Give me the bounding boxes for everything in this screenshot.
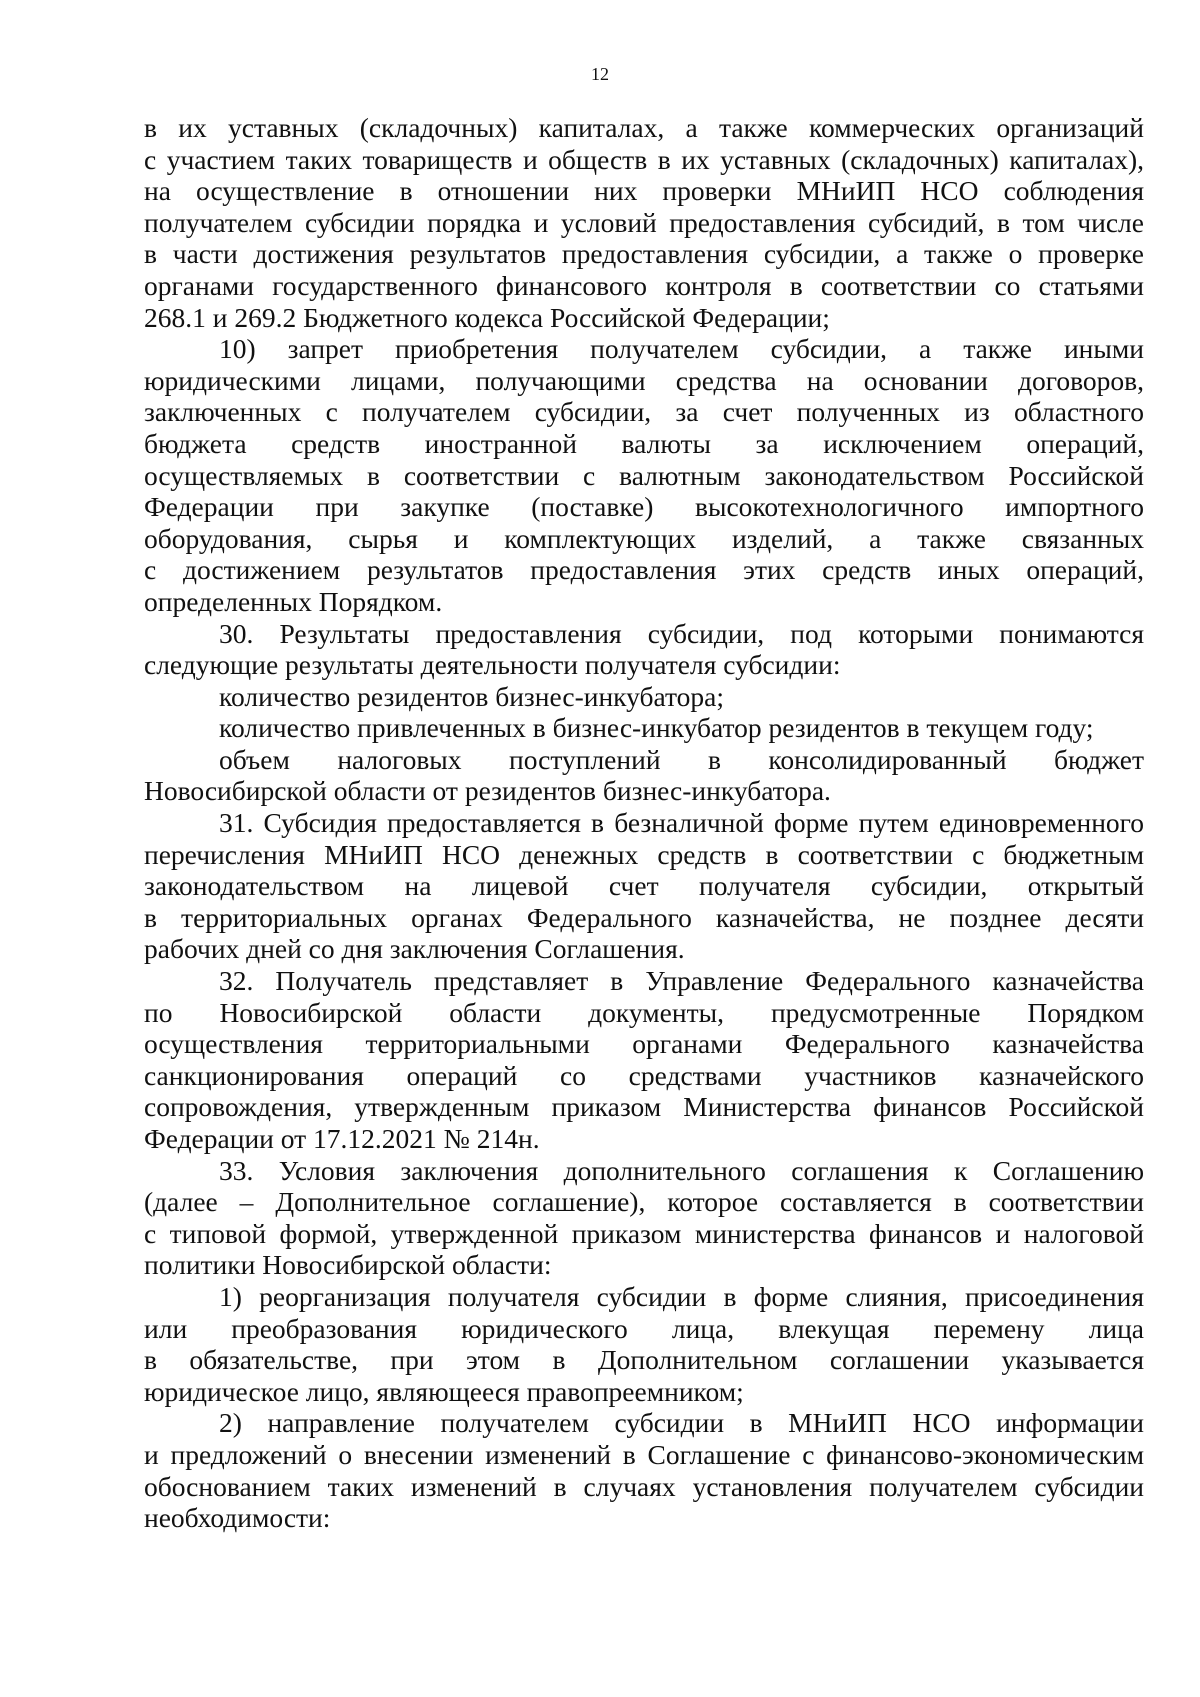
text-line: бюджета средств иностранной валюты за исключением операций, — [144, 427, 1144, 459]
text-line: или преобразования юридического лица, влекущая перемену лица — [144, 1312, 1144, 1344]
text-line: оборудования, сырья и комплектующих изделий, а также связанных — [144, 522, 1144, 554]
text-line: по Новосибирской области документы, предусмотренные Порядком — [144, 996, 1144, 1028]
text-line: Федерации от 17.12.2021 № 214н. — [144, 1123, 540, 1154]
text-line: 32. Получатель представляет в Управление Федерального казначейства — [219, 965, 1144, 997]
text-line: с типовой формой, утвержденной приказом министерства финансов и налоговой — [144, 1217, 1144, 1249]
text-line: в территориальных органах Федерального казначейства, не позднее десяти — [144, 901, 1144, 933]
text-line: 268.1 и 269.2 Бюджетного кодекса Российской Федерации; — [144, 301, 830, 333]
text-line: количество привлеченных в бизнес-инкубатор резидентов в текущем году; — [219, 712, 1094, 744]
text-line: рабочих дней со дня заключения Соглашения. — [144, 933, 685, 965]
text-line: 1) реорганизация получателя субсидии в форме слияния, присоединения — [219, 1280, 1144, 1312]
text-line: законодательством на лицевой счет получателя субсидии, открытый — [144, 870, 1144, 902]
text-line: осуществления территориальными органами Федерального казначейства — [144, 1028, 1144, 1060]
text-line: на осуществление в отношении них проверки МНиИП НСО соблюдения — [144, 175, 1144, 207]
text-line: сопровождения, утвержденным приказом Министерства финансов Российской — [144, 1091, 1144, 1123]
text-line: получателем субсидии порядка и условий предоставления субсидий, в том числе — [144, 206, 1144, 238]
text-line: осуществляемых в соответствии с валютным законодательством Российской — [144, 459, 1144, 491]
text-line: Новосибирской области от резидентов бизнес-инкубатора. — [144, 775, 831, 807]
text-line: с участием таких товариществ и обществ в их уставных (складочных) капиталах), — [144, 143, 1144, 175]
text-line: объем налоговых поступлений в консолидированный бюджет — [219, 743, 1144, 775]
text-line: 33. Условия заключения дополнительного соглашения к Соглашению — [219, 1154, 1144, 1186]
text-line: определенных Порядком. — [144, 585, 443, 617]
text-line: в их уставных (складочных) капиталах, а также коммерческих организаций — [144, 112, 1144, 143]
text-line: 30. Результаты предоставления субсидии, под которыми понимаются — [219, 617, 1144, 649]
text-line: необходимости: — [144, 1502, 331, 1534]
text-line: перечисления МНиИП НСО денежных средств в соответствии с бюджетным — [144, 838, 1144, 870]
text-line: Федерации при закупке (поставке) высокотехнологичного импортного — [144, 491, 1144, 523]
text-line: юридическими лицами, получающими средства на основании договоров, — [144, 364, 1144, 396]
text-line: органами государственного финансового контроля в соответствии со статьями — [144, 269, 1144, 301]
text-line: 31. Субсидия предоставляется в безналичной форме путем единовременного — [219, 807, 1144, 839]
text-line: санкционирования операций со средствами участников казначейского — [144, 1059, 1144, 1091]
text-line: и предложений о внесении изменений в Соглашение с финансово-экономическим — [144, 1438, 1144, 1470]
text-line: 10) запрет приобретения получателем субсидии, а также иными — [219, 333, 1144, 365]
document-body — [144, 112, 1144, 1534]
text-line: юридическое лицо, являющееся правопреемником; — [144, 1375, 744, 1407]
text-line: в части достижения результатов предоставления субсидии, а также о проверке — [144, 238, 1144, 270]
text-line: обоснованием таких изменений в случаях установления получателем субсидии — [144, 1470, 1144, 1502]
text-line: заключенных с получателем субсидии, за счет полученных из областного — [144, 396, 1144, 428]
text-line: 2) направление получателем субсидии в МНиИП НСО информации — [219, 1407, 1144, 1439]
text-line: следующие результаты деятельности получателя субсидии: — [144, 649, 841, 681]
text-line: количество резидентов бизнес-инкубатора; — [219, 680, 725, 712]
page-number: 12 — [591, 64, 609, 84]
text-line: в обязательстве, при этом в Дополнительном соглашении указывается — [144, 1344, 1144, 1376]
text-line: политики Новосибирской области: — [144, 1249, 552, 1281]
text-line: (далее – Дополнительное соглашение), которое составляется в соответствии — [144, 1186, 1144, 1218]
text-line: с достижением результатов предоставления этих средств иных операций, — [144, 554, 1144, 586]
